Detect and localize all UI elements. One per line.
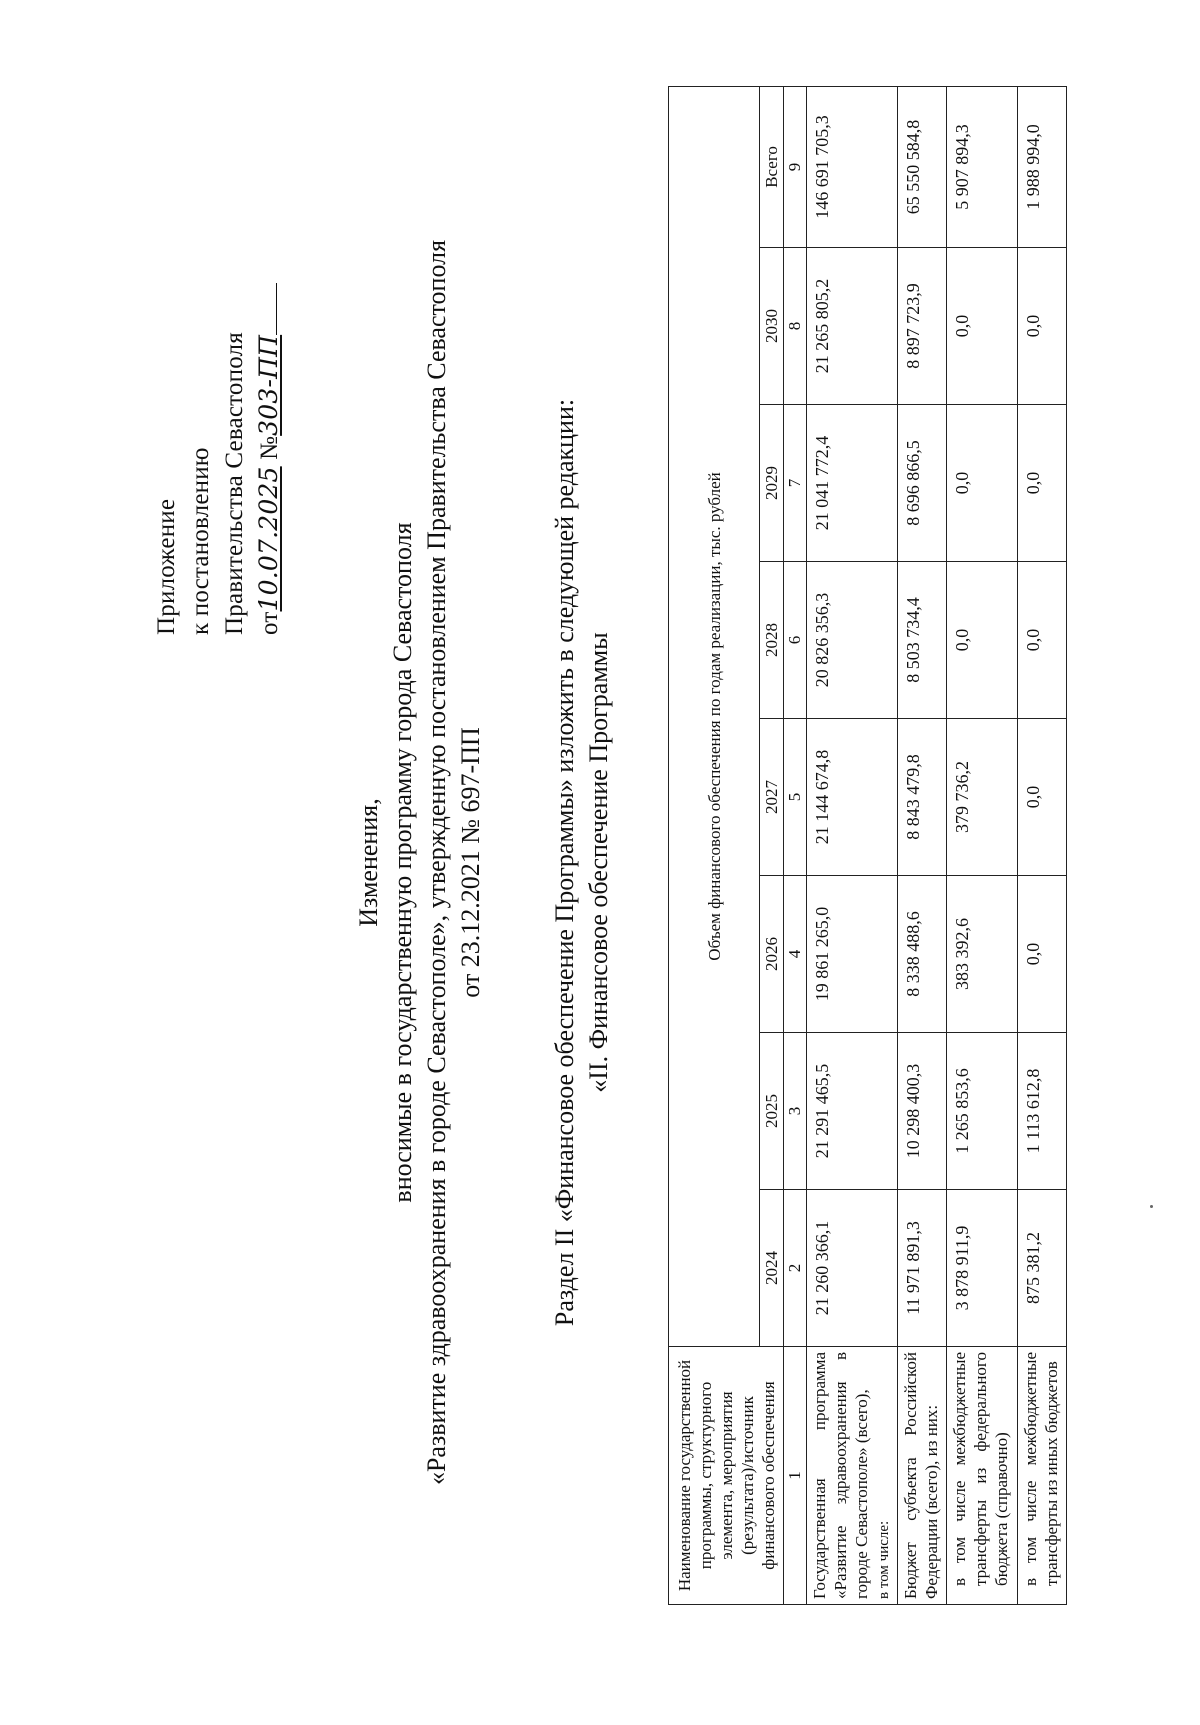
number-sign: № bbox=[256, 435, 283, 460]
financing-table bbox=[668, 86, 1067, 1605]
value-cell: 0,0 bbox=[947, 562, 1018, 719]
value-cell: 19 861 265,0 bbox=[807, 876, 898, 1033]
value-cell: 8 338 488,6 bbox=[898, 876, 947, 1033]
table-row bbox=[807, 86, 898, 1604]
index-cell: 6 bbox=[784, 562, 807, 719]
value-cell: 0,0 bbox=[1018, 248, 1067, 405]
row-name-cell: в том числе межбюджетные трансферты из иных бюджетов bbox=[1018, 1347, 1067, 1605]
table-index-row bbox=[784, 86, 807, 1604]
value-cell: 0,0 bbox=[1018, 405, 1067, 562]
index-cell: 5 bbox=[784, 719, 807, 876]
section-heading bbox=[548, 0, 616, 1725]
row-name-text: Государственная программа «Развитие здравоохранения в городе Севастополе» (всего), bbox=[810, 1352, 871, 1599]
section-intro: Раздел II «Финансовое обеспечение Программы» изложить в следующей редакции: bbox=[550, 398, 579, 1327]
year-cell: 2028 bbox=[760, 562, 784, 719]
index-cell: 2 bbox=[784, 1190, 807, 1347]
handwritten-date: 10.07.2025 bbox=[254, 466, 283, 612]
row-name-cell: в том числе межбюджетные трансферты из федерального бюджета (справочно) bbox=[947, 1347, 1018, 1605]
appendix-resolution: к постановлению bbox=[187, 447, 214, 635]
row-name-cell bbox=[807, 1347, 898, 1605]
value-cell: 21 144 674,8 bbox=[807, 719, 898, 876]
scan-speck bbox=[1150, 1205, 1153, 1208]
table-row bbox=[1018, 86, 1067, 1604]
index-cell: 8 bbox=[784, 248, 807, 405]
value-cell: 146 691 705,3 bbox=[807, 86, 898, 247]
index-cell: 9 bbox=[784, 86, 807, 247]
value-cell: 1 113 612,8 bbox=[1018, 1033, 1067, 1190]
appendix-government: Правительства Севастополя bbox=[221, 332, 248, 635]
value-cell: 21 265 805,2 bbox=[807, 248, 898, 405]
value-cell: 0,0 bbox=[1018, 876, 1067, 1033]
value-cell: 379 736,2 bbox=[947, 719, 1018, 876]
value-cell: 0,0 bbox=[1018, 719, 1067, 876]
year-cell: 2027 bbox=[760, 719, 784, 876]
value-cell: 8 503 734,4 bbox=[898, 562, 947, 719]
header-name-cell: Наименование государственной программы, структурного элемента, мероприятия (результата)/источник финансового обеспечения bbox=[669, 1347, 784, 1605]
year-cell: Всего bbox=[760, 86, 784, 247]
value-cell: 1 265 853,6 bbox=[947, 1033, 1018, 1190]
document-title: Изменения, bbox=[354, 798, 383, 927]
table-row bbox=[898, 86, 947, 1604]
value-cell: 0,0 bbox=[947, 405, 1018, 562]
value-cell: 3 878 911,9 bbox=[947, 1190, 1018, 1347]
value-cell: 21 041 772,4 bbox=[807, 405, 898, 562]
index-cell: 3 bbox=[784, 1033, 807, 1190]
document-subtitle-3: от 23.12.2021 № 697-ПП bbox=[456, 727, 485, 998]
signature-underline bbox=[276, 283, 277, 335]
document-subtitle-2: «Развитие здравоохранения в городе Севастополе», утвержденную постановлением Правительства Севастополя bbox=[422, 239, 451, 1486]
table-header-row bbox=[669, 86, 760, 1604]
value-cell: 875 381,2 bbox=[1018, 1190, 1067, 1347]
appendix-date-line bbox=[252, 283, 287, 635]
section-title: «II. Финансовое обеспечение Программы bbox=[584, 632, 613, 1093]
year-cell: 2029 bbox=[760, 405, 784, 562]
appendix-block bbox=[150, 283, 287, 635]
document-subtitle-1: вносимые в государственную программу города Севастополя bbox=[388, 522, 417, 1203]
index-cell: 1 bbox=[784, 1347, 807, 1605]
header-volume-cell: Объем финансового обеспечения по годам реализации, тыс. рублей bbox=[669, 86, 760, 1346]
document-heading bbox=[352, 0, 488, 1725]
index-cell: 4 bbox=[784, 876, 807, 1033]
row-name-cell: Бюджет субъекта Российской Федерации (всего), из них: bbox=[898, 1347, 947, 1605]
year-cell: 2026 bbox=[760, 876, 784, 1033]
value-cell: 8 897 723,9 bbox=[898, 248, 947, 405]
value-cell: 0,0 bbox=[947, 248, 1018, 405]
index-cell: 7 bbox=[784, 405, 807, 562]
year-cell: 2025 bbox=[760, 1033, 784, 1190]
value-cell: 0,0 bbox=[1018, 562, 1067, 719]
value-cell: 21 260 366,1 bbox=[807, 1190, 898, 1347]
value-cell: 20 826 356,3 bbox=[807, 562, 898, 719]
year-cell: 2030 bbox=[760, 248, 784, 405]
table-row bbox=[947, 86, 1018, 1604]
value-cell: 383 392,6 bbox=[947, 876, 1018, 1033]
value-cell: 5 907 894,3 bbox=[947, 86, 1018, 247]
appendix-label: Приложение bbox=[153, 498, 180, 635]
row-name-suffix: в том числе: bbox=[876, 1520, 892, 1599]
appendix-prefix-from: от bbox=[256, 611, 283, 635]
handwritten-number: 303-ПП bbox=[254, 334, 283, 436]
value-cell: 21 291 465,5 bbox=[807, 1033, 898, 1190]
value-cell: 1 988 994,0 bbox=[1018, 86, 1067, 247]
value-cell: 11 971 891,3 bbox=[898, 1190, 947, 1347]
year-cell: 2024 bbox=[760, 1190, 784, 1347]
value-cell: 65 550 584,8 bbox=[898, 86, 947, 247]
value-cell: 10 298 400,3 bbox=[898, 1033, 947, 1190]
value-cell: 8 843 479,8 bbox=[898, 719, 947, 876]
value-cell: 8 696 866,5 bbox=[898, 405, 947, 562]
